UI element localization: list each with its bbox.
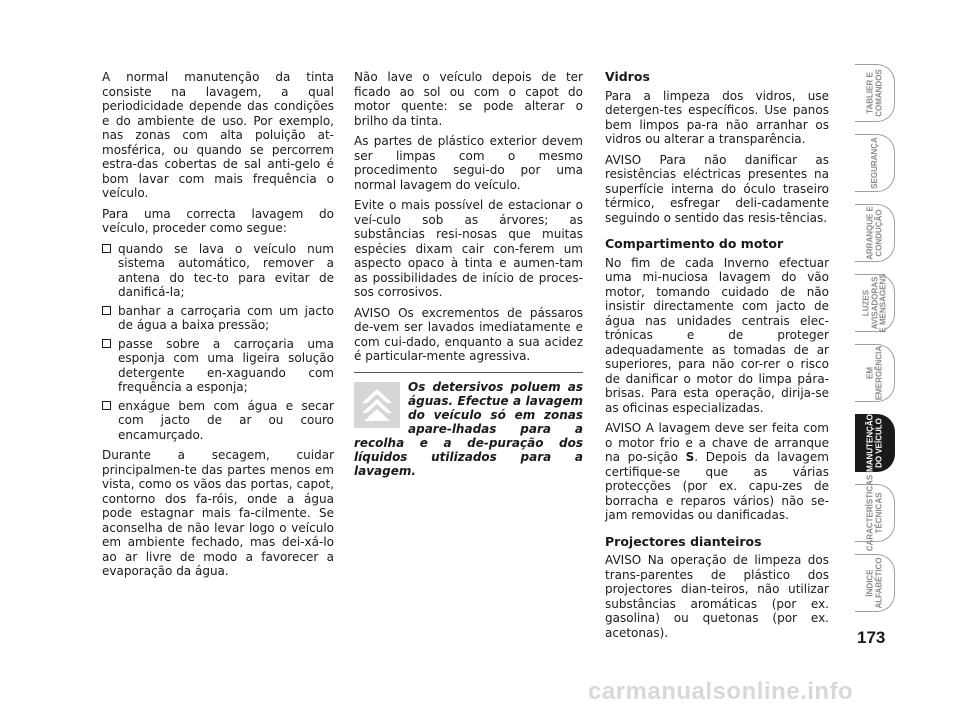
watermark: carmanualsonline.info (588, 678, 854, 705)
glass-heading: Vidros (605, 69, 650, 84)
tab-warning-lights[interactable]: LUZES AVISADORAS E MENSAGENS (855, 274, 895, 332)
list-item: passe sobre a carroçaria uma esponja com uma ligeira solução detergente en-xaguando com frequência a esponja; (102, 337, 334, 395)
checkbox-bullet-icon (102, 339, 111, 348)
tab-maintenance[interactable]: MANUTENÇÃO DO VEÍCULO (855, 414, 895, 472)
intro-paragraph: A normal manutenção da tinta consiste na lavagem, a qual periodicidade depende das condições e do ambiente de uso. Por exemplo, nas zonas com alta poluição at-mosférica, ou quando se percorrem estra-das cobertas de sal anti-gelo é bom lavar com mais frequência o veículo. (102, 70, 334, 200)
checkbox-bullet-icon (102, 306, 111, 315)
column-middle (354, 70, 583, 370)
list-item: quando se lava o veículo num sistema automático, remover a antena do tec-to para evitar de danificá-la; (102, 242, 334, 300)
engine-heading: Compartimento do motor (605, 236, 784, 251)
eco-arrow-icon (354, 382, 400, 428)
plastic-paragraph: As partes de plástico exterior devem ser limpas com o mesmo procedimento segui-do por uma normal lavagem do veículo. (354, 134, 583, 192)
tab-index[interactable]: ÍNDICE ALFABÉTICO (855, 554, 895, 612)
page-number: 173 (857, 628, 886, 647)
tab-safety[interactable]: SEGURANÇA (855, 134, 895, 192)
washing-steps-list (102, 242, 334, 443)
checkbox-bullet-icon (102, 401, 111, 410)
column-left (102, 70, 334, 585)
list-item: enxágue bem com água e secar com jacto de ar ou couro encamurçado. (102, 399, 334, 443)
trees-paragraph: Evite o mais possível de estacionar o veí-culo sob as árvores; as substâncias resi-nosas que muitas espécies dixam cair con-ferem um aspecto opaco à tinta e aumen-tam as possibilidades de início de proces-sos corrosivos. (354, 198, 583, 299)
tab-emergency[interactable]: EM EMERGÊNCIA (855, 344, 895, 402)
tab-dashboard-controls[interactable]: TABLIER E COMANDOS (855, 64, 895, 122)
list-item: banhar a carroçaria com um jacto de água a baixa pressão; (102, 304, 334, 333)
tab-starting-driving[interactable]: ARRANQUE E CONDUÇÃO (855, 204, 895, 262)
environment-note (354, 372, 583, 478)
glass-warning-paragraph: AVISO Para não danificar as resistências eléctricas presentes na superfície interna do óculo traseiro térmico, esfregar deli-cadamente seguindo o sentido das resis-tências. (605, 152, 829, 225)
glass-paragraph: Para a limpeza dos vidros, use detergen-tes específicos. Use panos bem limpos pa-ra não arranhar os vidros ou alterar a transparência. (605, 88, 829, 146)
procedure-paragraph: Para uma correcta lavagem do veículo, proceder como segue: (102, 206, 334, 235)
headlights-paragraph: AVISO Na operação de limpeza dos trans-parentes de plástico dos projectores dian-teiros, não utilizar substâncias aromáticas (por ex. gasolina) ou quetonas (por ex. acetonas). (605, 553, 829, 640)
bird-warning-paragraph: AVISO Os excrementos de pássaros de-vem ser lavados imediatamente e com cui-dado, enquanto a sua acidez é particular-mente agressiva. (354, 305, 583, 363)
drying-paragraph: Durante a secagem, cuidar principalmen-te das partes menos em vista, como os vãos das portas, capot, contorno dos fa-róis, onde a água pode estagnar mais fa-cilmente. Se aconselha de não levar logo o veículo em ambiente fechado, mas dei-xá-lo ao ar livre de modo a favorecer a evaporação da água. (102, 448, 334, 578)
tab-technical-specs[interactable]: CARACTERÍSTICAS TÉCNICAS (855, 484, 895, 542)
sun-paragraph: Não lave o veículo depois de ter ficado ao sol ou com o capot do motor quente: se pode alterar o brilho da tinta. (354, 70, 583, 128)
engine-warning-paragraph: AVISO A lavagem deve ser feita com o motor frio e a chave de arranque na po-sição S. Depois da lavagem certifique-se que as várias protecções (por ex. capu-zes de borracha e reparos vários) não se-jam removidas ou danificadas. (605, 421, 830, 522)
engine-paragraph: No fim de cada Inverno efectuar uma mi-nuciosa lavagem do vão motor, tomando cuidado de não insistir directamente com jacto de água nas unidades centrais elec-trónicas e de proteger adequadamente as tomadas de ar superiores, para não cor-rer o risco de danificar o motor do limpa pára-brisas. Para esta operação, dirija-se as oficinas especializadas. (605, 255, 829, 415)
headlights-heading: Projectores dianteiros (605, 533, 762, 549)
environment-note-text: Os detersivos poluem as águas. Efectue a lavagem do veículo só em zonas apare-lhadas para a recolha e a de-puração dos líquidos utilizados para a lavagem. (354, 380, 583, 478)
column-right (605, 70, 829, 646)
checkbox-bullet-icon (102, 244, 111, 253)
key-position-label: S (685, 450, 695, 464)
